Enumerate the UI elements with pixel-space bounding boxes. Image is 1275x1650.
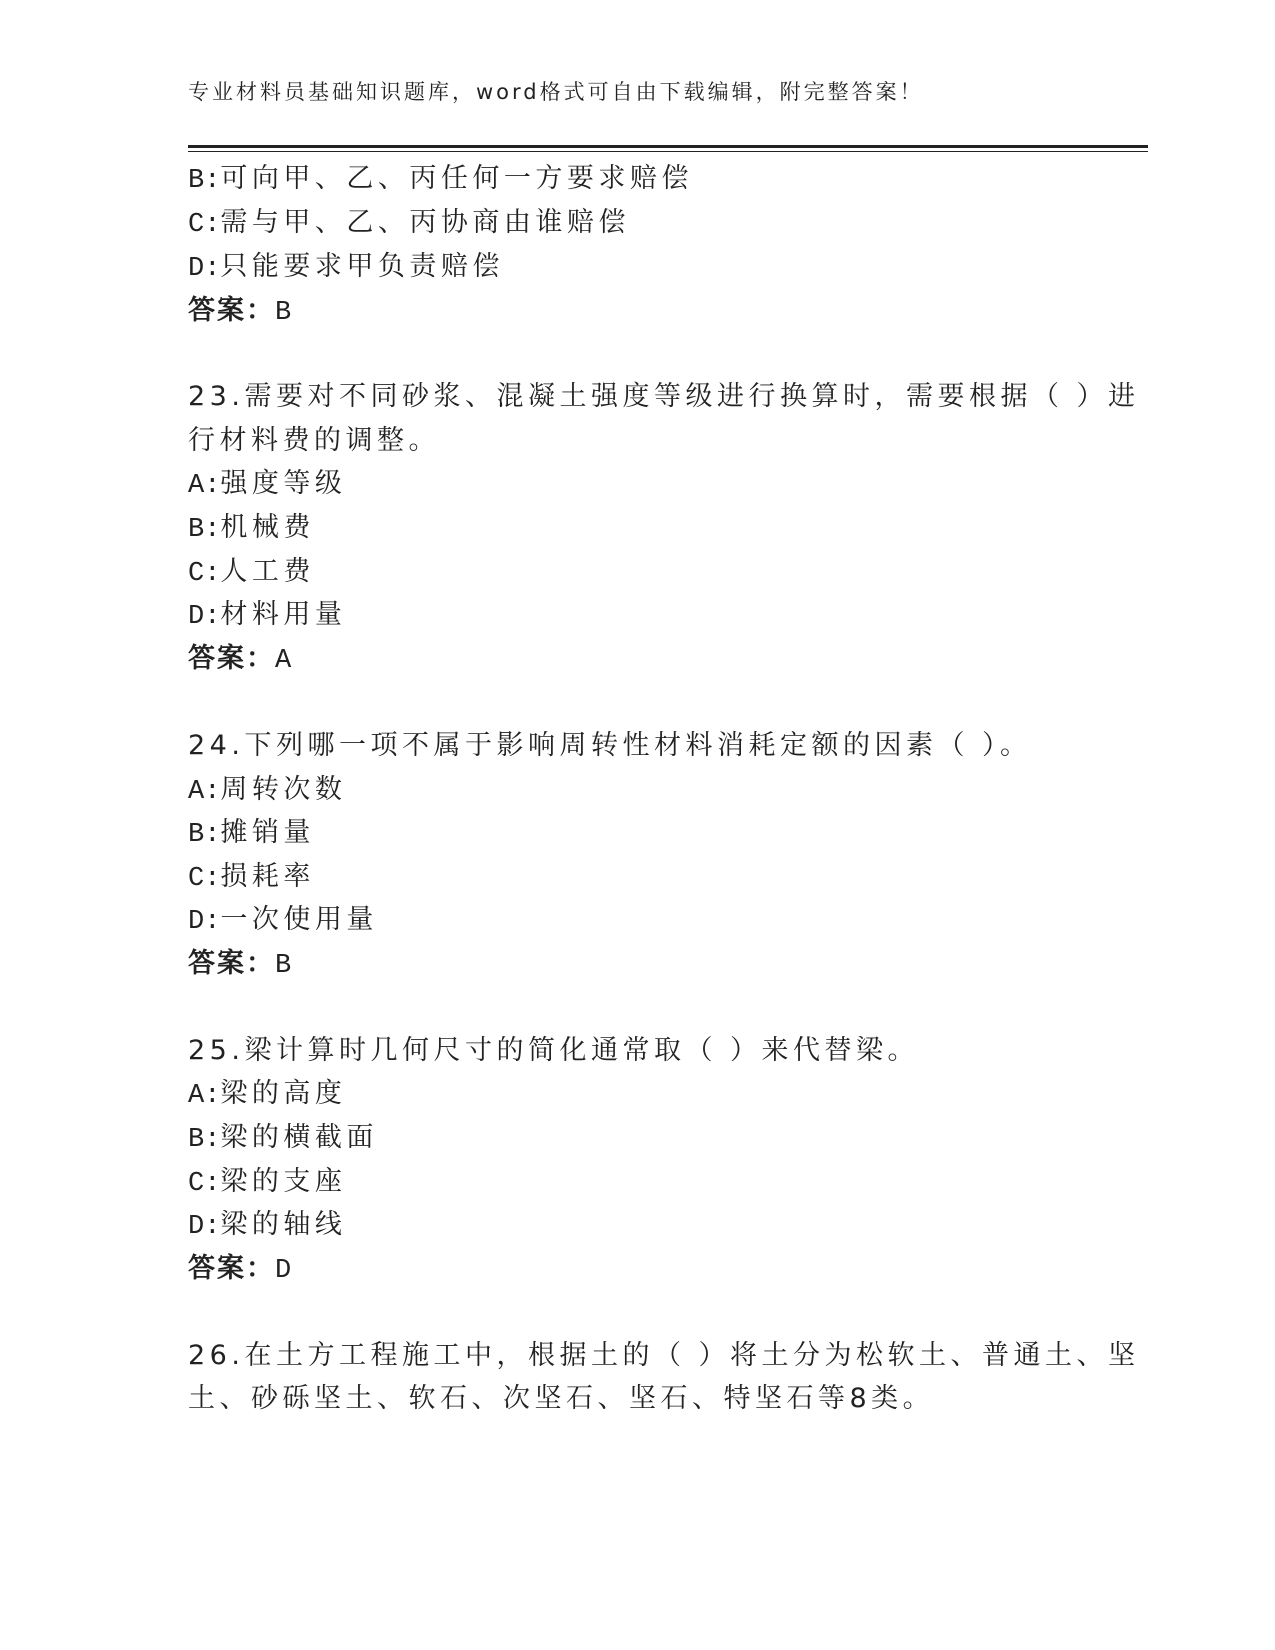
option-a: A:强度等级 bbox=[188, 468, 347, 501]
option-c: C:梁的支座 bbox=[188, 1166, 347, 1199]
question-stem: 23.需要对不同砂浆、混凝土强度等级进行换算时，需要根据（ ）进 bbox=[188, 381, 1140, 412]
header-rule-thick bbox=[188, 145, 1148, 148]
answer: 答案：D bbox=[188, 1253, 292, 1286]
answer: 答案：A bbox=[188, 643, 292, 676]
question-stem-cont: 土、砂砾坚土、软石、次坚石、坚石、特坚石等8类。 bbox=[188, 1383, 935, 1414]
option-b: B:梁的横截面 bbox=[188, 1122, 378, 1155]
question-stem: 26.在土方工程施工中，根据土的（ ）将土分为松软土、普通土、坚 bbox=[188, 1340, 1140, 1371]
question-stem: 24.下列哪一项不属于影响周转性材料消耗定额的因素（ ）。 bbox=[188, 730, 1032, 761]
option-d: D:梁的轴线 bbox=[188, 1209, 347, 1242]
option-d: D:一次使用量 bbox=[188, 904, 378, 937]
option-d: D:只能要求甲负责赔偿 bbox=[188, 251, 504, 284]
header-rule-thin bbox=[188, 151, 1148, 152]
answer: 答案：B bbox=[188, 295, 292, 328]
option-b: B:机械费 bbox=[188, 512, 315, 545]
option-b: B:可向甲、乙、丙任何一方要求赔偿 bbox=[188, 163, 693, 196]
option-c: C:人工费 bbox=[188, 556, 315, 589]
question-stem-cont: 行材料费的调整。 bbox=[188, 425, 440, 456]
answer: 答案：B bbox=[188, 948, 292, 981]
option-b: B:摊销量 bbox=[188, 817, 315, 850]
option-c: C:需与甲、乙、丙协商由谁赔偿 bbox=[188, 207, 630, 240]
option-c: C:损耗率 bbox=[188, 861, 315, 894]
question-stem: 25.梁计算时几何尺寸的简化通常取（ ）来代替梁。 bbox=[188, 1035, 920, 1066]
option-a: A:周转次数 bbox=[188, 774, 347, 807]
option-d: D:材料用量 bbox=[188, 599, 347, 632]
page-header: 专业材料员基础知识题库，word格式可自由下载编辑，附完整答案！ bbox=[188, 80, 924, 104]
option-a: A:梁的高度 bbox=[188, 1078, 347, 1111]
